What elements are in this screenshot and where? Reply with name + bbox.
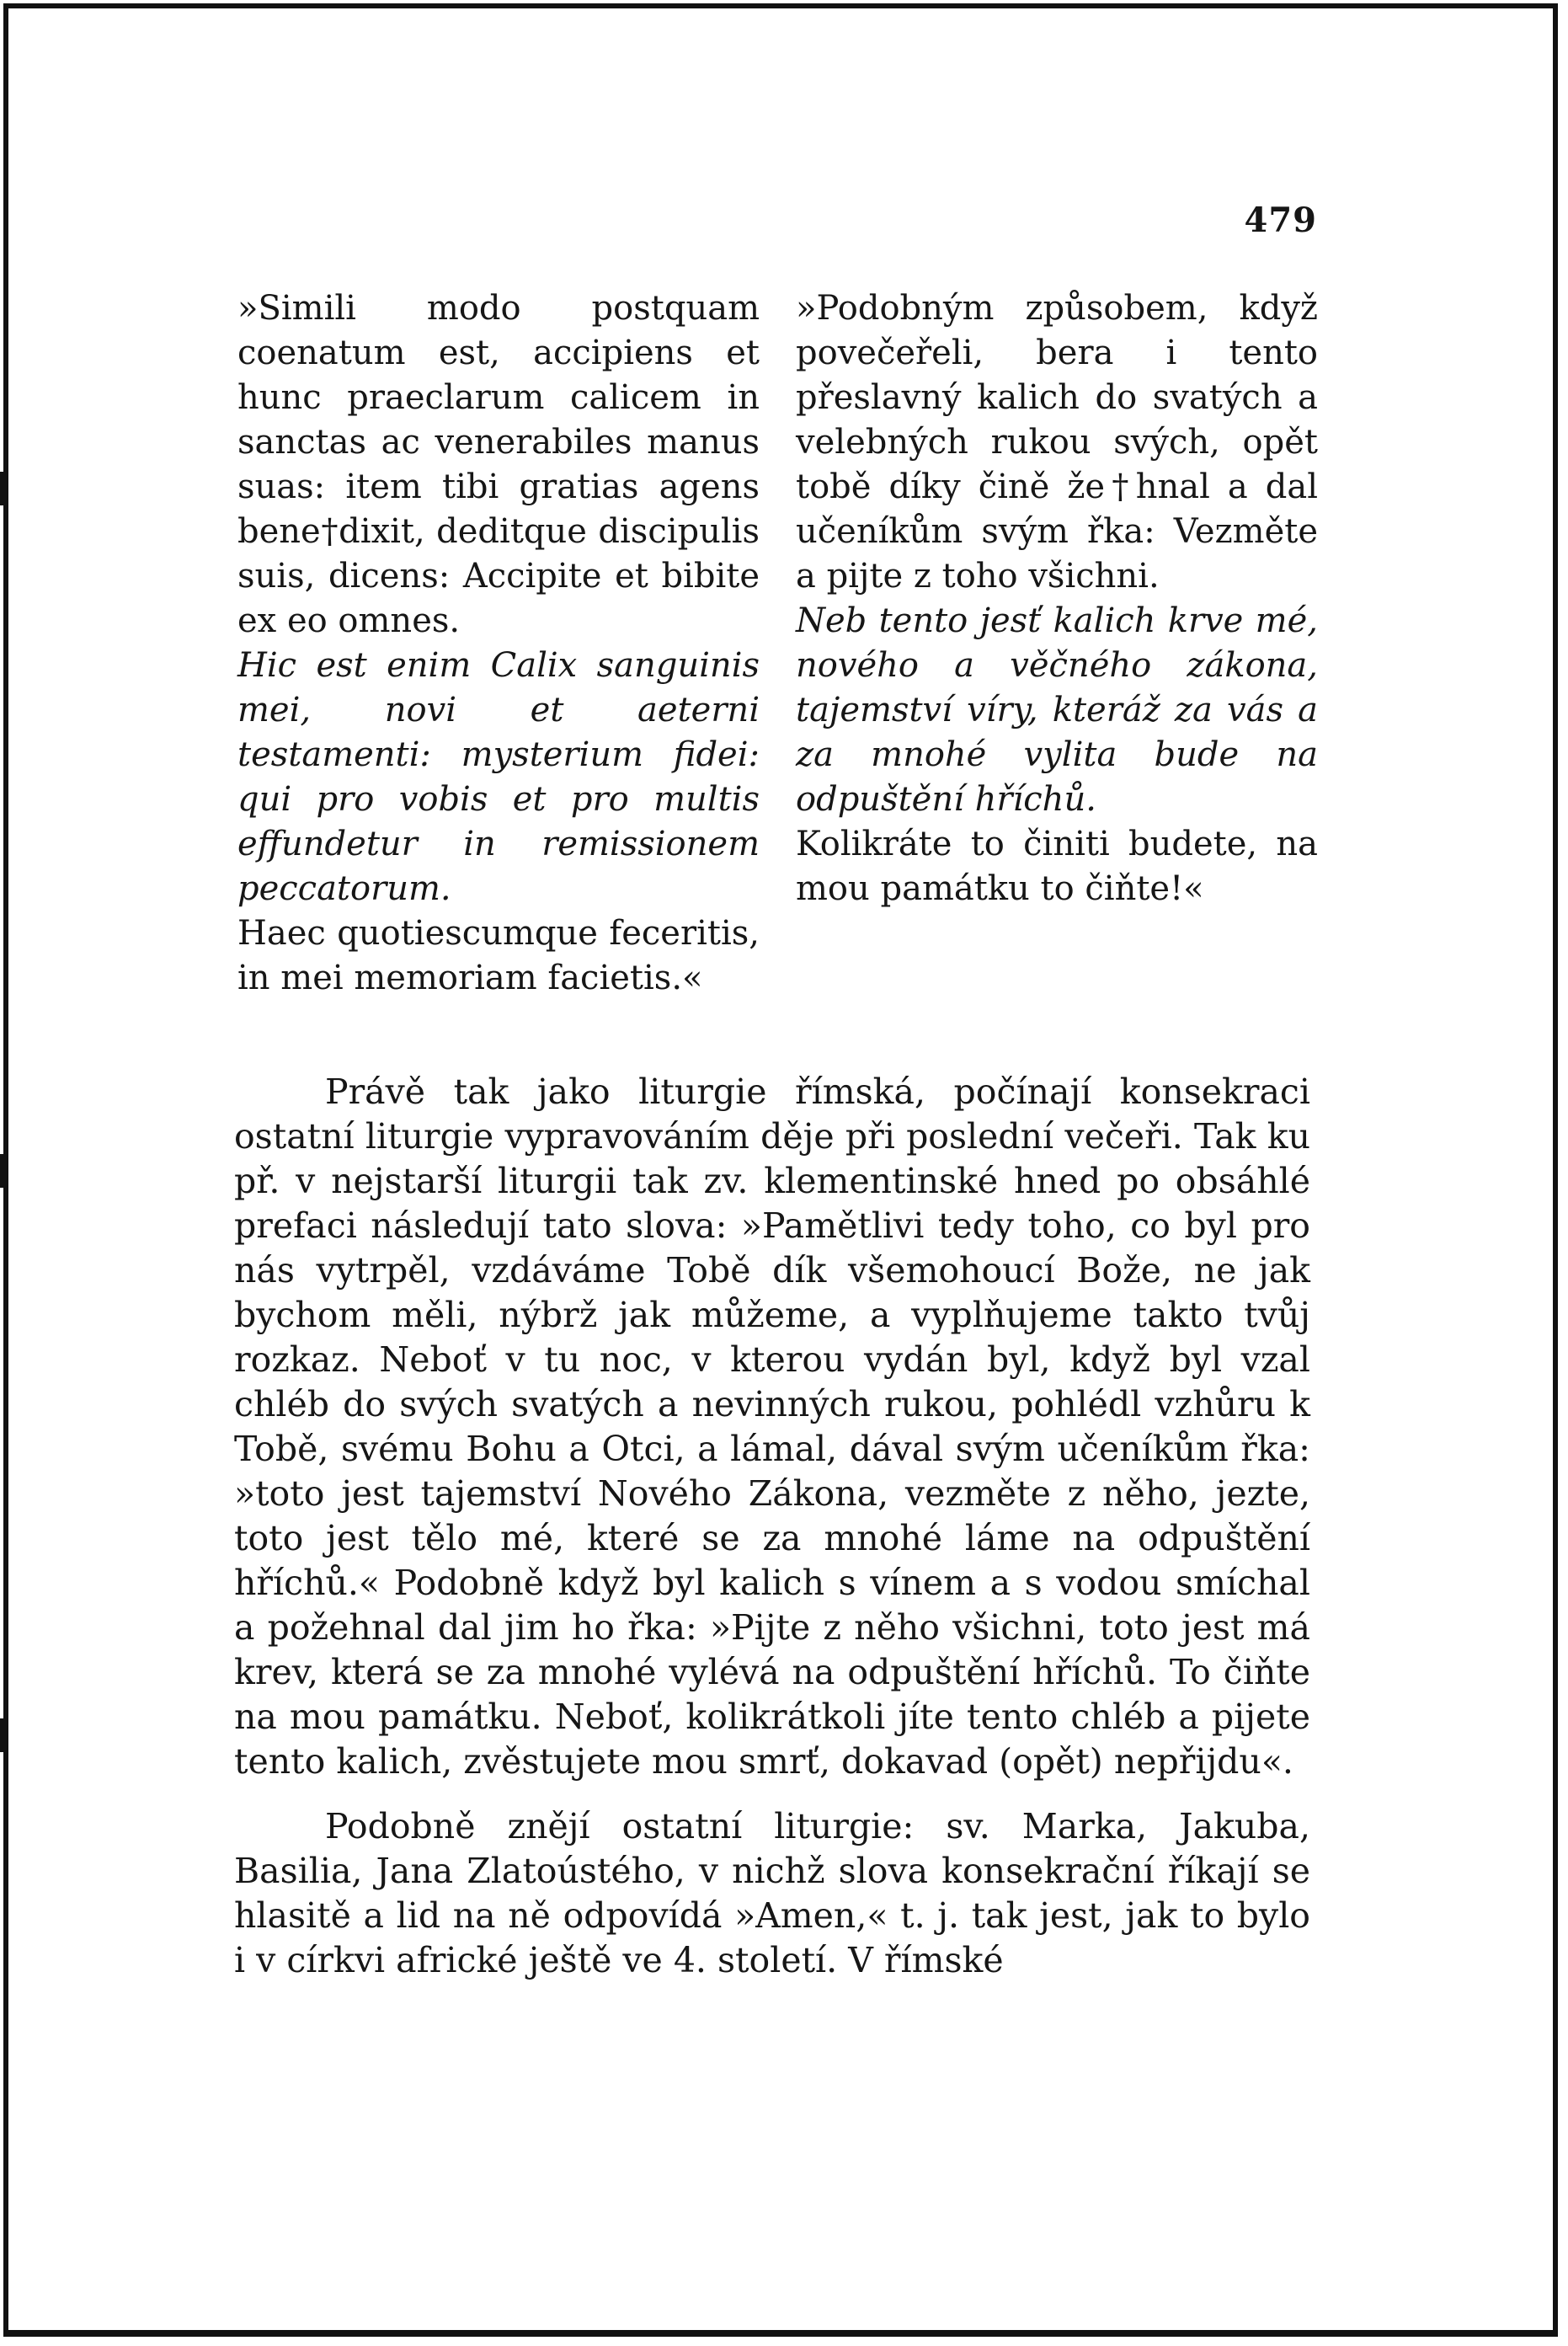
czech-paragraph: Kolikráte to činiti budete, na mou památku to čiňte!« bbox=[796, 825, 1318, 908]
body-text bbox=[234, 1070, 1310, 1983]
page-number: 479 bbox=[1244, 200, 1317, 240]
latin-paragraph: Haec quotiescumque feceritis, in mei memoriam facietis.« bbox=[237, 914, 760, 997]
czech-column bbox=[796, 286, 1318, 911]
czech-paragraph: »Podobným způsobem, když povečeřeli, bera i tento přeslavný kalich do svatých a velebných rukou svých, opět tobě díky čině že†hnal a dal učeníkům svým řka: Vezměte a pijte z toho všichni. bbox=[796, 289, 1318, 596]
latin-column bbox=[237, 286, 760, 1001]
body-paragraph: Právě tak jako liturgie římská, počínají konsekraci ostatní liturgie vypravováním děje při poslední večeři. Tak ku př. v nejstarší liturgii tak zv. klementinské hned po obsáhlé prefaci následují tato slova: »Pamětlivi tedy toho, co byl pro nás vytrpěl, vzdáváme Tobě dík všemohoucí Bože, ne jak bychom měli, nýbrž jak můžeme, a vyplňujeme takto tvůj rozkaz. Neboť v tu noc, v kterou vydán byl, když byl vzal chléb do svých svatých a nevinných rukou, pohlédl vzhůru k Tobě, svému Bohu a Otci, a lámal, dával svým učeníkům řka: »toto jest tajemství Nového Zákona, vezměte z něho, jezte, toto jest tělo mé, které se za mnohé láme na odpuštění hříchů.« Podobně když byl kalich s vínem a s vodou smíchal a požehnal dal jim ho řka: »Pijte z něho všichni, toto jest má krev, která se za mnohé vylévá na odpuštění hříchů. To čiňte na mou památku. Neboť, kolikrátkoli jíte tento chléb a pijete tento kalich, zvěstujete mou smrť, dokavad (opět) nepřijdu«. bbox=[234, 1071, 1310, 1782]
latin-italic-paragraph: Hic est enim Calix sanguinis mei, novi et aeterni testamenti: mysterium fidei: qui pro vobis et pro multis effundetur in remissionem peccatorum. bbox=[237, 646, 760, 908]
binding-mark bbox=[0, 472, 8, 505]
latin-paragraph: »Simili modo postquam coenatum est, accipiens et hunc praeclarum calicem in sanctas ac venerabiles manus suas: item tibi gratias agens bene†dixit, deditque discipulis suis, dicens: Accipite et bibite ex eo omnes. bbox=[237, 289, 760, 640]
binding-mark bbox=[0, 1154, 8, 1188]
czech-italic-paragraph: Neb tento jesť kalich krve mé, nového a věčného zákona, tajemství víry, kteráž za vás a za mnohé vylita bude na odpuštění hříchů. bbox=[796, 601, 1318, 819]
body-paragraph: Podobně znějí ostatní liturgie: sv. Marka, Jakuba, Basilia, Jana Zlatoústého, v nichž slova konsekrační říkají se hlasitě a lid na ně odpovídá »Amen,« t. j. tak jest, jak to bylo i v církvi africké ještě ve 4. století. V římské bbox=[234, 1806, 1310, 1980]
binding-mark bbox=[0, 1718, 8, 1752]
